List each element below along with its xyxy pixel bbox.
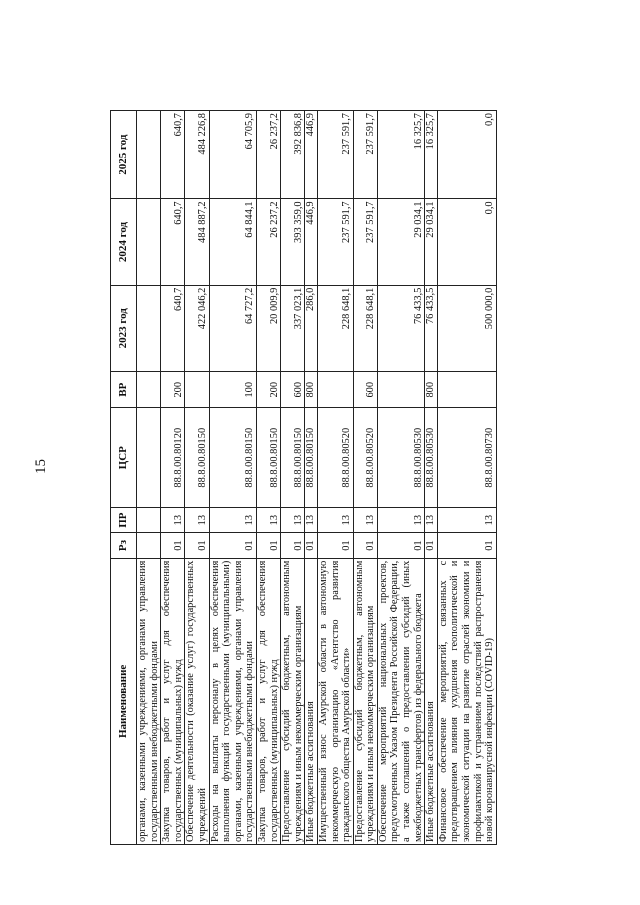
row-name: Расходы на выплаты персоналу в целях обеспечения выполнения функций государственными (муниципальными) органами, казенными учреждениями, органами управления государственными внебюджетными фондами — [209, 558, 256, 844]
row-vr: 100 — [209, 371, 256, 408]
row-name: Имущественный взнос Амурской области в автономную некоммерческую организацию «Агентство развития гражданского общества Амурской области» — [317, 558, 353, 844]
row-2023: 500 000,0 — [437, 285, 496, 371]
row-name: Предоставление субсидий бюджетным, автономным учреждениям и иным некоммерческим организациям — [281, 558, 305, 844]
row-2025: 237 591,7 — [317, 111, 353, 199]
header-rz: Рз — [111, 533, 137, 558]
row-csr: 88.8.00.80730 — [437, 408, 496, 507]
row-csr: 88.8.00.80530 — [425, 408, 438, 507]
row-pr: 13 — [437, 507, 496, 532]
row-rz: 01 — [377, 533, 424, 558]
row-2023: 76 433,5 — [377, 285, 424, 371]
row-vr — [185, 371, 209, 408]
budget-table-rotated — [110, 110, 497, 845]
row-rz: 01 — [256, 533, 280, 558]
row-rz: 01 — [317, 533, 353, 558]
row-2024: 64 844,1 — [209, 199, 256, 285]
row-csr: 88.8.00.80120 — [161, 408, 185, 507]
row-rz: 01 — [425, 533, 438, 558]
row-2025: 446,9 — [305, 111, 318, 199]
header-2023: 2023 год — [111, 285, 137, 371]
row-2023: 286,0 — [305, 285, 318, 371]
row-vr — [137, 371, 161, 408]
row-csr: 88.8.00.80150 — [281, 408, 305, 507]
row-2024: 446,9 — [305, 199, 318, 285]
row-2023: 76 433,5 — [425, 285, 438, 371]
row-csr: 88.8.00.80150 — [209, 408, 256, 507]
row-2024: 237 591,7 — [353, 199, 377, 285]
row-vr: 600 — [353, 371, 377, 408]
row-csr: 88.8.00.80150 — [305, 408, 318, 507]
table-row — [281, 111, 305, 845]
table-row — [256, 111, 280, 845]
row-2023: 64 727,2 — [209, 285, 256, 371]
table-row — [305, 111, 318, 845]
row-2025: 64 705,9 — [209, 111, 256, 199]
row-vr — [317, 371, 353, 408]
row-2025: 237 591,7 — [353, 111, 377, 199]
row-2025: 0,0 — [437, 111, 496, 199]
header-2025: 2025 год — [111, 111, 137, 199]
row-2023 — [137, 285, 161, 371]
row-2024: 393 359,0 — [281, 199, 305, 285]
row-2025: 484 226,8 — [185, 111, 209, 199]
row-2023: 20 009,9 — [256, 285, 280, 371]
row-2024 — [137, 199, 161, 285]
row-2024: 29 034,1 — [377, 199, 424, 285]
row-rz: 01 — [437, 533, 496, 558]
row-rz: 01 — [353, 533, 377, 558]
row-vr: 200 — [161, 371, 185, 408]
table-row — [437, 111, 496, 845]
row-2025: 16 325,7 — [425, 111, 438, 199]
row-csr — [137, 408, 161, 507]
row-pr: 13 — [377, 507, 424, 532]
row-rz: 01 — [281, 533, 305, 558]
row-vr — [437, 371, 496, 408]
row-rz: 01 — [161, 533, 185, 558]
table-row — [209, 111, 256, 845]
row-name: Обеспечение мероприятий национальных проектов, предусмотренных Указом Президента Российской Федерации, а также соглашений о предоставлении субсидий (иных межбюджетных трансфертов) из федерального бюджета — [377, 558, 424, 844]
row-vr: 800 — [425, 371, 438, 408]
row-name: Закупка товаров, работ и услуг для обеспечения государственных (муниципальных) нужд — [161, 558, 185, 844]
row-name: Обеспечение деятельности (оказание услуг) государственных учреждений — [185, 558, 209, 844]
row-rz: 01 — [305, 533, 318, 558]
row-rz: 01 — [209, 533, 256, 558]
table-row — [377, 111, 424, 845]
header-vr: ВР — [111, 371, 137, 408]
row-pr: 13 — [305, 507, 318, 532]
row-rz: 01 — [185, 533, 209, 558]
header-name: Наименование — [111, 558, 137, 844]
budget-table — [110, 110, 497, 845]
row-rz — [137, 533, 161, 558]
row-name: органами, казенными учреждениями, органами управления государственными внебюджетными фондами — [137, 558, 161, 844]
row-2023: 228 648,1 — [353, 285, 377, 371]
row-pr: 13 — [209, 507, 256, 532]
row-vr: 800 — [305, 371, 318, 408]
row-2025 — [137, 111, 161, 199]
table-row — [185, 111, 209, 845]
row-pr: 13 — [161, 507, 185, 532]
row-2023: 422 046,2 — [185, 285, 209, 371]
row-2024: 0,0 — [437, 199, 496, 285]
row-csr: 88.8.00.80530 — [377, 408, 424, 507]
header-2024: 2024 год — [111, 199, 137, 285]
row-name: Иные бюджетные ассигнования — [425, 558, 438, 844]
row-pr: 13 — [185, 507, 209, 532]
row-2025: 16 325,7 — [377, 111, 424, 199]
row-name: Финансовое обеспечение мероприятий, связанных с предотвращением влияния ухудшения геополитической и экономической ситуации на развитие отраслей экономики и профилактикой и устранением последствий распространения новой коронавирусной инфекции (COVID-19) — [437, 558, 496, 844]
row-pr: 13 — [281, 507, 305, 532]
row-vr: 600 — [281, 371, 305, 408]
row-name: Иные бюджетные ассигнования — [305, 558, 318, 844]
row-vr: 200 — [256, 371, 280, 408]
row-2023: 640,7 — [161, 285, 185, 371]
row-csr: 88.8.00.80520 — [317, 408, 353, 507]
row-2024: 640,7 — [161, 199, 185, 285]
table-row — [353, 111, 377, 845]
header-csr: ЦСР — [111, 408, 137, 507]
row-pr: 13 — [353, 507, 377, 532]
row-2024: 484 887,2 — [185, 199, 209, 285]
table-header-row — [111, 111, 137, 845]
row-csr: 88.8.00.80150 — [185, 408, 209, 507]
row-pr — [137, 507, 161, 532]
row-pr: 13 — [425, 507, 438, 532]
row-csr: 88.8.00.80520 — [353, 408, 377, 507]
page-number: 15 — [33, 459, 49, 474]
row-csr: 88.8.00.80150 — [256, 408, 280, 507]
row-2023: 337 023,1 — [281, 285, 305, 371]
row-2024: 237 591,7 — [317, 199, 353, 285]
row-pr: 13 — [256, 507, 280, 532]
header-pr: ПР — [111, 507, 137, 532]
row-2025: 640,7 — [161, 111, 185, 199]
table-row — [425, 111, 438, 845]
table-row — [137, 111, 161, 845]
row-2024: 26 237,2 — [256, 199, 280, 285]
table-row — [161, 111, 185, 845]
row-2024: 29 034,1 — [425, 199, 438, 285]
row-2025: 26 237,2 — [256, 111, 280, 199]
row-vr — [377, 371, 424, 408]
row-pr: 13 — [317, 507, 353, 532]
row-2025: 392 836,8 — [281, 111, 305, 199]
row-2023: 228 648,1 — [317, 285, 353, 371]
table-row — [317, 111, 353, 845]
row-name: Предоставление субсидий бюджетным, автономным учреждениям и иным некоммерческим организациям — [353, 558, 377, 844]
row-name: Закупка товаров, работ и услуг для обеспечения государственных (муниципальных) нужд — [256, 558, 280, 844]
